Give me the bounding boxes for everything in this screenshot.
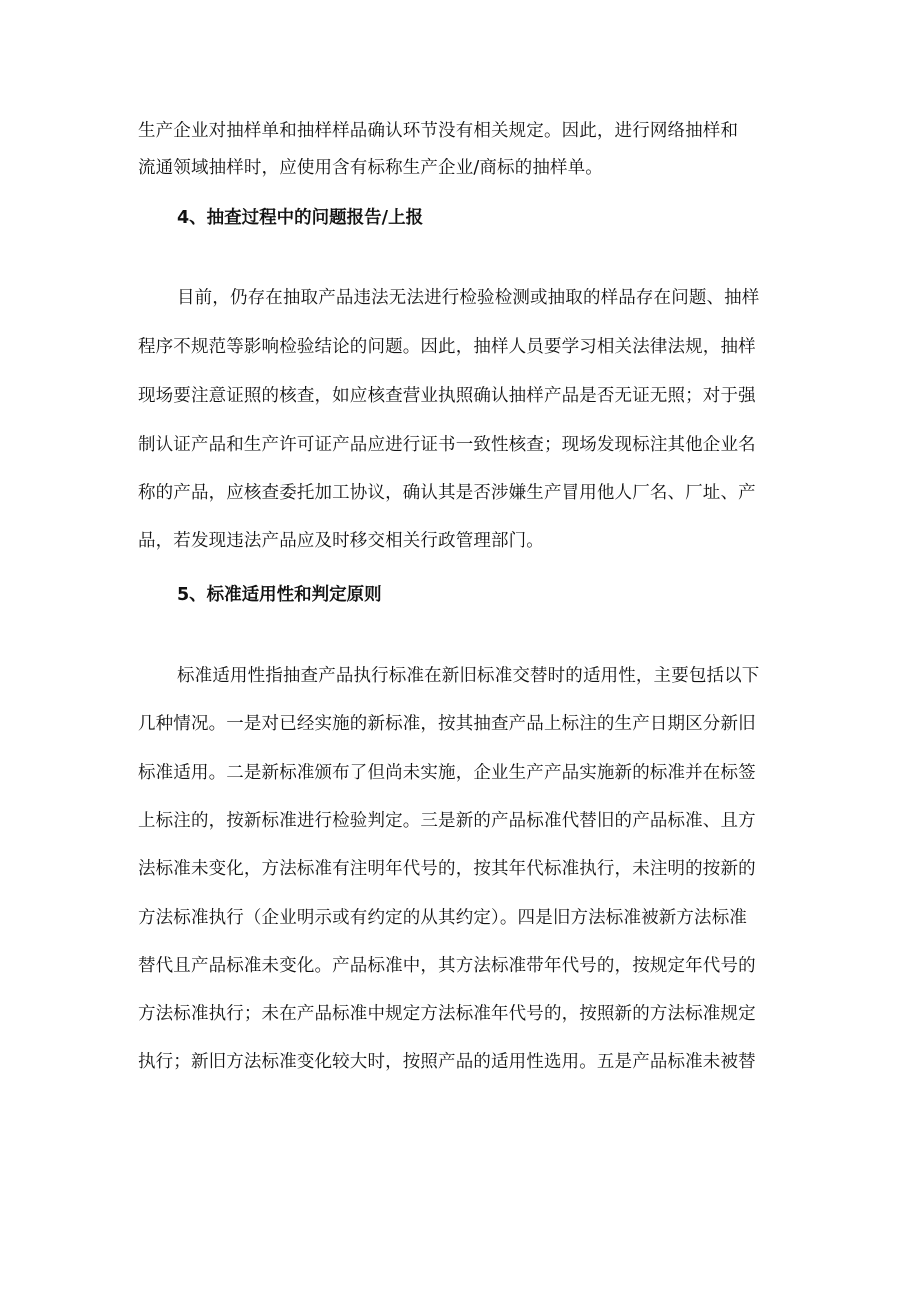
section-5-line-1: 标准适用性指抽查产品执行标准在新旧标准交替时的适用性，主要包括以下	[177, 666, 760, 686]
section-5-line-3: 标准适用。二是新标准颁布了但尚未实施，企业生产产品实施新的标准并在标签	[138, 763, 756, 783]
intro-line-1: 生产企业对抽样单和抽样样品确认环节没有相关规定。因此，进行网络抽样和	[138, 121, 739, 141]
section-5-line-7: 替代且产品标准未变化。产品标准中，其方法标准带年代号的，按规定年代号的	[138, 956, 756, 976]
section-4-line-6: 品，若发现违法产品应及时移交相关行政管理部门。	[138, 531, 544, 551]
section-4-line-3: 现场要注意证照的核查，如应核查营业执照确认抽样产品是否无证无照；对于强	[138, 386, 756, 406]
section-5-heading: 5、标准适用性和判定原则	[177, 585, 382, 605]
section-4-line-4: 制认证产品和生产许可证产品应进行证书一致性核查；现场发现标注其他企业名	[138, 435, 756, 455]
section-4-line-2: 程序不规范等影响检验结论的问题。因此，抽样人员要学习相关法律法规，抽样	[138, 337, 756, 357]
section-5-line-8: 方法标准执行；未在产品标准中规定方法标准年代号的，按照新的方法标准规定	[138, 1004, 756, 1024]
section-4-line-1: 目前，仍存在抽取产品违法无法进行检验检测或抽取的样品存在问题、抽样	[177, 288, 760, 308]
section-5-line-4: 上标注的，按新标准进行检验判定。三是新的产品标准代替旧的产品标准、且方	[138, 811, 756, 831]
intro-line-2: 流通领域抽样时，应使用含有标称生产企业/商标的抽样单。	[138, 158, 603, 178]
section-5-line-2: 几种情况。一是对已经实施的新标准，按其抽查产品上标注的生产日期区分新旧	[138, 714, 756, 734]
section-4-heading: 4、抽查过程中的问题报告/上报	[177, 208, 424, 228]
section-5-line-6: 方法标准执行（企业明示或有约定的从其约定）。四是旧方法标准被新方法标准	[138, 908, 747, 928]
section-5-line-9: 执行；新旧方法标准变化较大时，按照产品的适用性选用。五是产品标准未被替	[138, 1052, 756, 1072]
section-4-line-5: 称的产品，应核查委托加工协议，确认其是否涉嫌生产冒用他人厂名、厂址、产	[138, 483, 756, 503]
section-5-line-5: 法标准未变化，方法标准有注明年代号的，按其年代标准执行，未注明的按新的	[138, 859, 756, 879]
